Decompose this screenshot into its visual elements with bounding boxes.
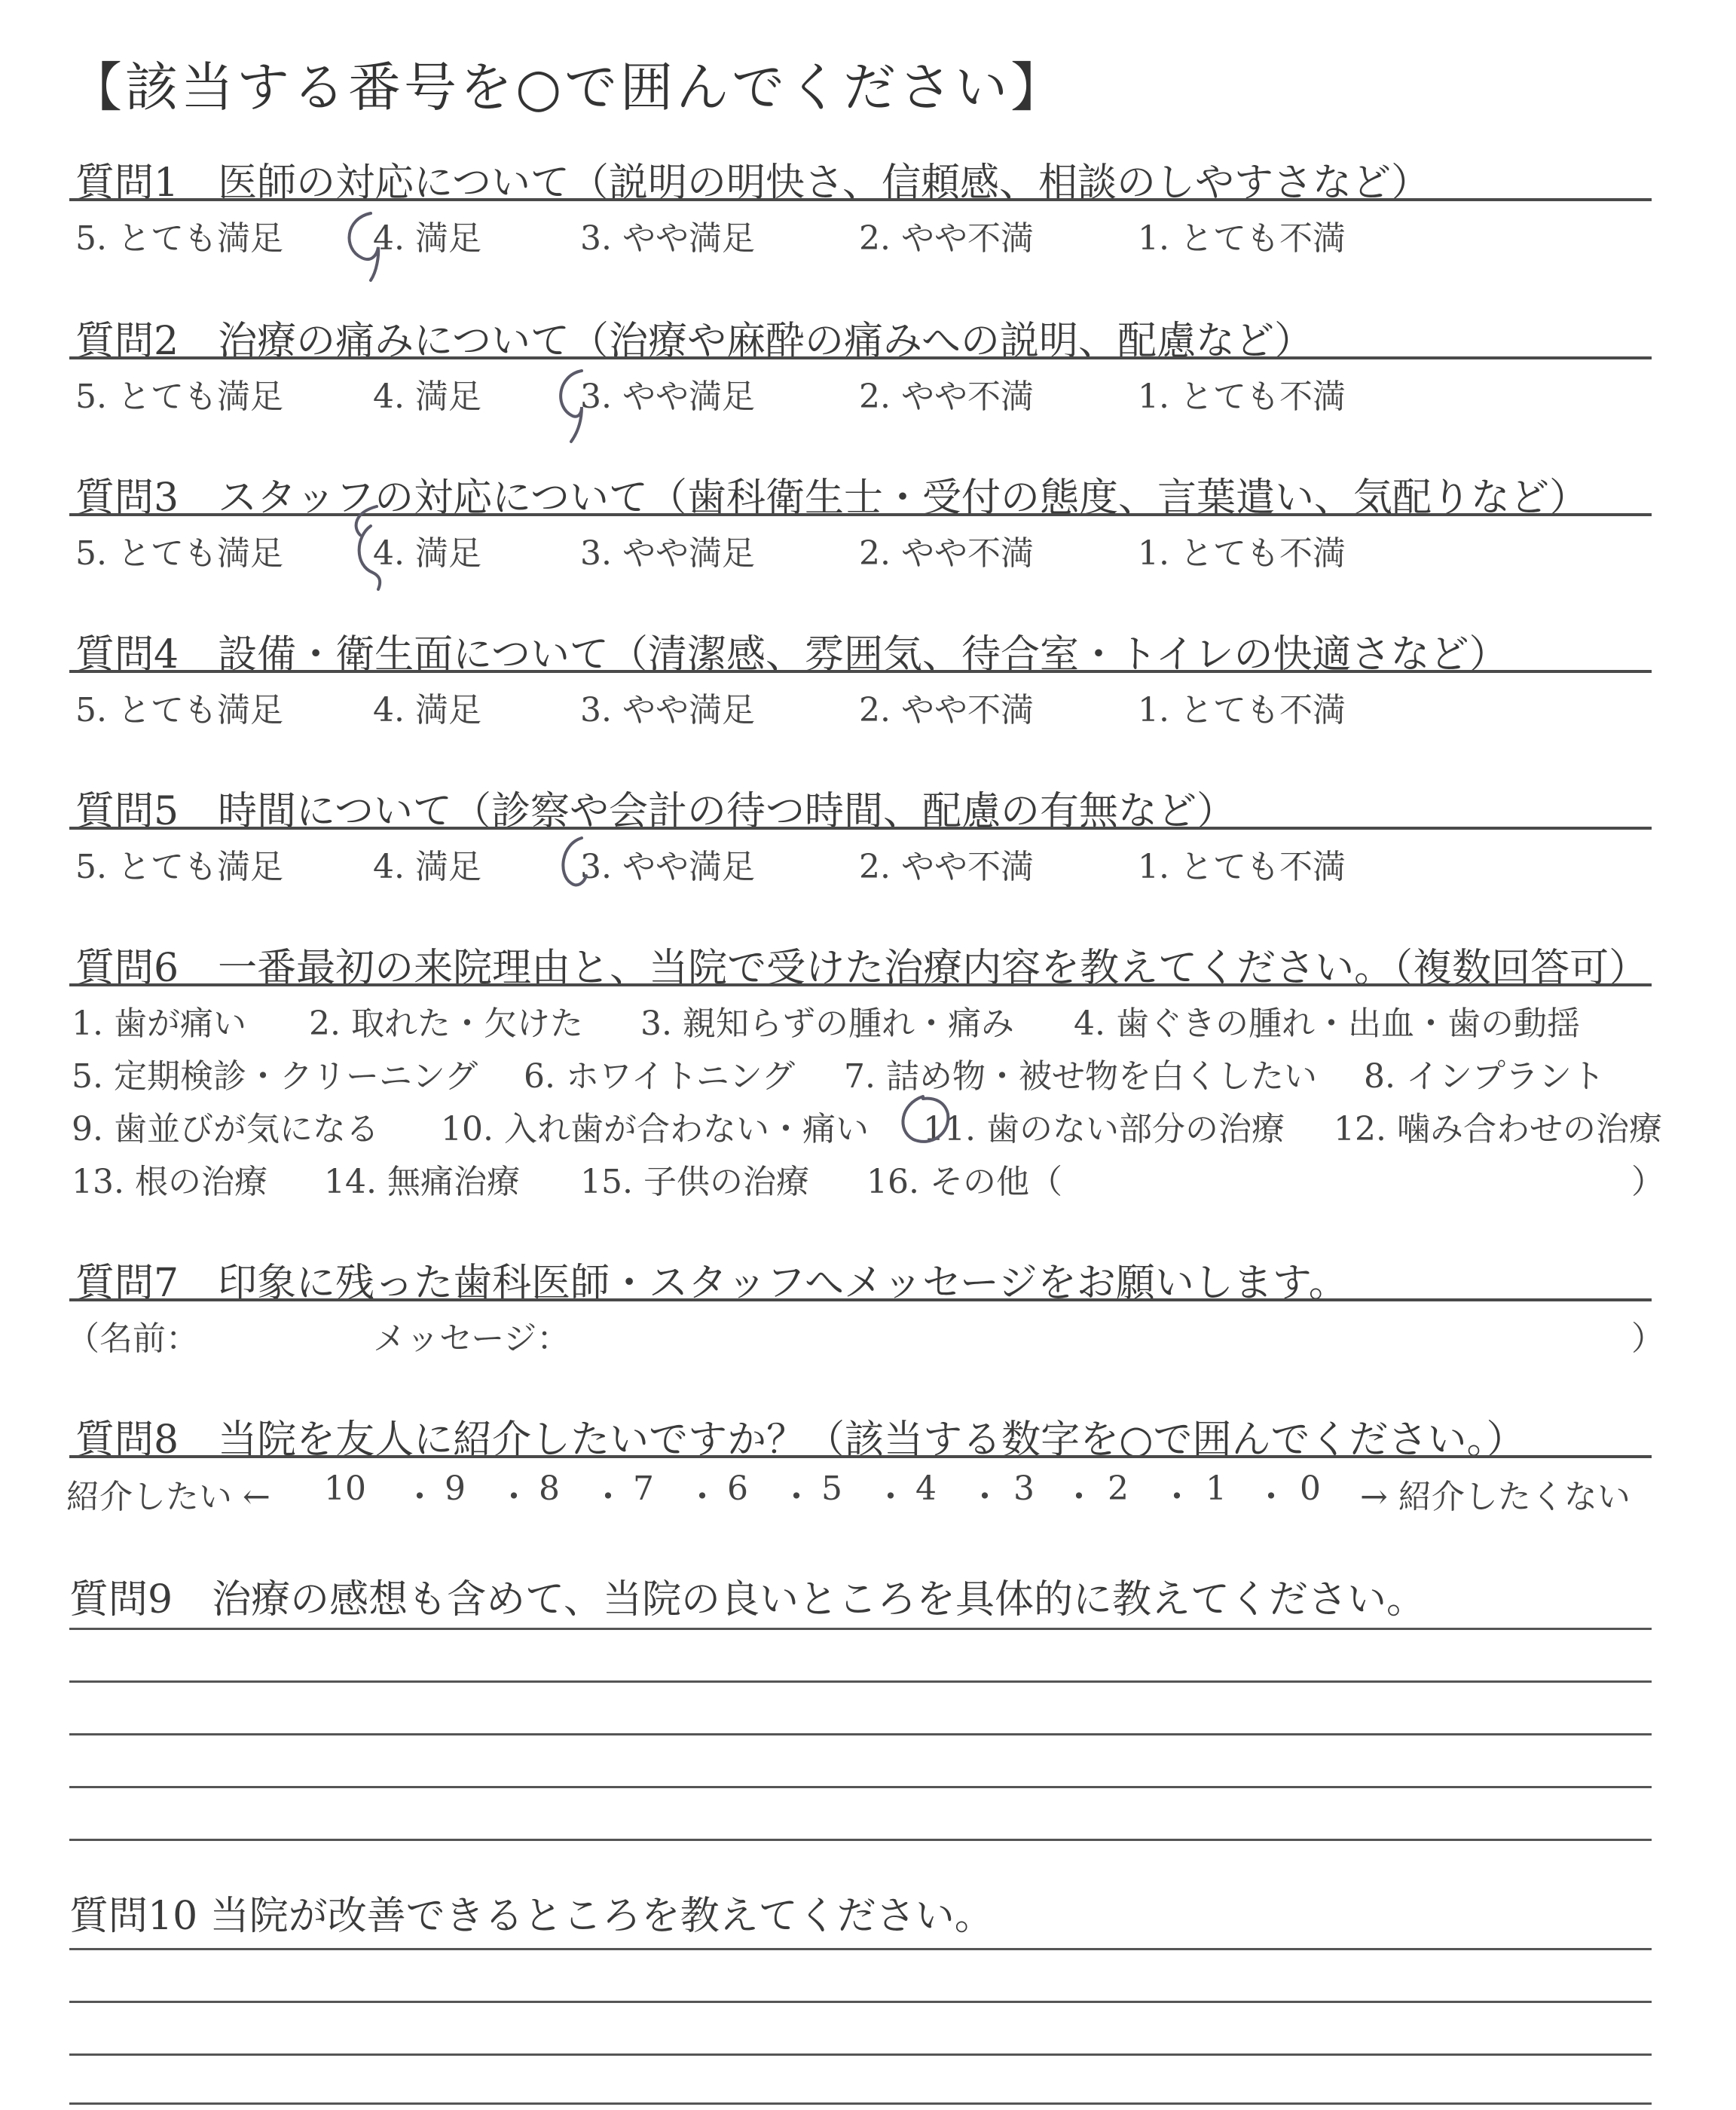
q5-option-2[interactable]: 2. やや不満 bbox=[859, 848, 1034, 886]
question-8-title: 質問8 当院を友人に紹介したいですか？（該当する数字を○で囲んでください。） bbox=[75, 1417, 1526, 1463]
answer-line[interactable] bbox=[69, 1680, 1652, 1683]
q1-option-5[interactable]: 5. とても満足 bbox=[75, 219, 283, 258]
message-label: メッセージ： bbox=[373, 1320, 570, 1358]
q6-option-6[interactable]: 6. ホワイトニング bbox=[524, 1057, 796, 1096]
divider bbox=[69, 670, 1652, 673]
question-5-title: 質問5 時間について（診察や会計の待つ時間、配慮の有無など） bbox=[75, 789, 1236, 834]
scale-dot: ・ bbox=[403, 1478, 436, 1516]
scale-10[interactable]: 10 bbox=[324, 1469, 366, 1508]
scale-dot: ・ bbox=[686, 1478, 719, 1516]
name-label: （名前： bbox=[66, 1320, 199, 1358]
recommend-right-label: → 紹介したくない bbox=[1360, 1478, 1631, 1516]
scale-dot: ・ bbox=[780, 1478, 813, 1516]
question-9-title: 質問9 治療の感想も含めて、当院の良いところを具体的に教えてください。 bbox=[69, 1577, 1426, 1622]
scale-2[interactable]: 2 bbox=[1108, 1469, 1129, 1508]
answer-line[interactable] bbox=[69, 1733, 1652, 1735]
q6-option-5[interactable]: 5. 定期検診・クリーニング bbox=[72, 1057, 478, 1096]
scale-dot: ・ bbox=[968, 1478, 1001, 1516]
scale-1[interactable]: 1 bbox=[1206, 1469, 1227, 1508]
q3-option-4[interactable]: 4. 満足 bbox=[373, 534, 481, 573]
question-3-title: 質問3 スタッフの対応について（歯科衛生士・受付の態度、言葉遣い、気配りなど） bbox=[75, 476, 1589, 521]
q2-option-4[interactable]: 4. 満足 bbox=[373, 378, 481, 416]
q1-option-4[interactable]: 4. 満足 bbox=[373, 219, 481, 258]
divider bbox=[69, 827, 1652, 830]
q6-option-13[interactable]: 13. 根の治療 bbox=[72, 1163, 267, 1201]
scale-8[interactable]: 8 bbox=[539, 1469, 560, 1508]
q4-option-1[interactable]: 1. とても不満 bbox=[1138, 691, 1346, 729]
scale-6[interactable]: 6 bbox=[727, 1469, 748, 1508]
divider bbox=[69, 198, 1652, 201]
q5-option-3[interactable]: 3. やや満足 bbox=[580, 848, 755, 886]
q4-option-5[interactable]: 5. とても満足 bbox=[75, 691, 283, 729]
divider bbox=[69, 1455, 1652, 1458]
scale-4[interactable]: 4 bbox=[915, 1469, 937, 1508]
answer-line[interactable] bbox=[69, 1628, 1652, 1630]
q4-option-3[interactable]: 3. やや満足 bbox=[580, 691, 755, 729]
recommend-left-label: 紹介したい ← bbox=[66, 1478, 270, 1516]
divider bbox=[69, 356, 1652, 359]
q6-option-2[interactable]: 2. 取れた・欠けた bbox=[309, 1005, 583, 1043]
q6-option-3[interactable]: 3. 親知らずの腫れ・痛み bbox=[640, 1005, 1014, 1043]
q2-option-5[interactable]: 5. とても満足 bbox=[75, 378, 283, 416]
question-1-title: 質問1 医師の対応について（説明の明快さ、信頼感、相談のしやすさなど） bbox=[75, 161, 1430, 206]
q3-option-1[interactable]: 1. とても不満 bbox=[1138, 534, 1346, 573]
form-header: 【該当する番号を○で囲んでください】 bbox=[69, 57, 1067, 118]
divider bbox=[69, 1298, 1652, 1301]
q1-option-1[interactable]: 1. とても不満 bbox=[1138, 219, 1346, 258]
scale-3[interactable]: 3 bbox=[1013, 1469, 1035, 1508]
q3-option-3[interactable]: 3. やや満足 bbox=[580, 534, 755, 573]
scale-dot: ・ bbox=[497, 1478, 530, 1516]
scale-0[interactable]: 0 bbox=[1300, 1469, 1321, 1508]
divider bbox=[69, 983, 1652, 986]
q6-option-15[interactable]: 15. 子供の治療 bbox=[580, 1163, 809, 1201]
q6-option-16[interactable]: 16. その他（ bbox=[866, 1163, 1062, 1201]
q6-option-11[interactable]: 11. 歯のない部分の治療 bbox=[923, 1110, 1285, 1148]
q6-option-4[interactable]: 4. 歯ぐきの腫れ・出血・歯の動揺 bbox=[1074, 1005, 1580, 1043]
q4-option-4[interactable]: 4. 満足 bbox=[373, 691, 481, 729]
answer-line[interactable] bbox=[69, 2001, 1652, 2003]
q2-option-2[interactable]: 2. やや不満 bbox=[859, 378, 1034, 416]
q5-option-5[interactable]: 5. とても満足 bbox=[75, 848, 283, 886]
q6-option-7[interactable]: 7. 詰め物・被せ物を白くしたい bbox=[844, 1057, 1317, 1096]
q1-option-3[interactable]: 3. やや満足 bbox=[580, 219, 755, 258]
q6-option-1[interactable]: 1. 歯が痛い bbox=[72, 1005, 246, 1043]
answer-line[interactable] bbox=[69, 2102, 1652, 2105]
scale-dot: ・ bbox=[1062, 1478, 1096, 1516]
q5-option-4[interactable]: 4. 満足 bbox=[373, 848, 481, 886]
question-2-title: 質問2 治療の痛みについて（治療や麻酔の痛みへの説明、配慮など） bbox=[75, 319, 1314, 364]
divider bbox=[69, 513, 1652, 516]
answer-line[interactable] bbox=[69, 2053, 1652, 2056]
q5-option-1[interactable]: 1. とても不満 bbox=[1138, 848, 1346, 886]
scale-5[interactable]: 5 bbox=[821, 1469, 842, 1508]
question-10-title: 質問10 当院が改善できるところを教えてください。 bbox=[69, 1894, 994, 1939]
question-7-title: 質問7 印象に残った歯科医師・スタッフへメッセージをお願いします。 bbox=[75, 1261, 1348, 1306]
scale-dot: ・ bbox=[591, 1478, 625, 1516]
q6-option-14[interactable]: 14. 無痛治療 bbox=[324, 1163, 520, 1201]
close-paren: ） bbox=[1631, 1163, 1664, 1201]
q2-option-3[interactable]: 3. やや満足 bbox=[580, 378, 755, 416]
question-4-title: 質問4 設備・衛生面について（清潔感、雰囲気、待合室・トイレの快適さなど） bbox=[75, 632, 1508, 677]
answer-line[interactable] bbox=[69, 1786, 1652, 1788]
scale-dot: ・ bbox=[1160, 1478, 1194, 1516]
q2-option-1[interactable]: 1. とても不満 bbox=[1138, 378, 1346, 416]
q6-option-8[interactable]: 8. インプラント bbox=[1364, 1057, 1605, 1096]
q6-option-9[interactable]: 9. 歯並びが気になる bbox=[72, 1110, 379, 1148]
q6-option-10[interactable]: 10. 入れ歯が合わない・痛い bbox=[441, 1110, 869, 1148]
scale-dot: ・ bbox=[1255, 1478, 1288, 1516]
scale-7[interactable]: 7 bbox=[633, 1469, 654, 1508]
q2-circle-mark bbox=[561, 371, 582, 442]
q6-option-12[interactable]: 12. 噛み合わせの治療 bbox=[1334, 1110, 1662, 1148]
scale-dot: ・ bbox=[874, 1478, 907, 1516]
q1-option-2[interactable]: 2. やや不満 bbox=[859, 219, 1034, 258]
question-6-title: 質問6 一番最初の来院理由と、当院で受けた治療内容を教えてください。（複数回答可） bbox=[75, 946, 1649, 991]
answer-line[interactable] bbox=[69, 1839, 1652, 1841]
q4-option-2[interactable]: 2. やや不満 bbox=[859, 691, 1034, 729]
scale-9[interactable]: 9 bbox=[445, 1469, 466, 1508]
q3-option-5[interactable]: 5. とても満足 bbox=[75, 534, 283, 573]
answer-line[interactable] bbox=[69, 1948, 1652, 1950]
close-paren: ） bbox=[1631, 1320, 1664, 1358]
q3-option-2[interactable]: 2. やや不満 bbox=[859, 534, 1034, 573]
